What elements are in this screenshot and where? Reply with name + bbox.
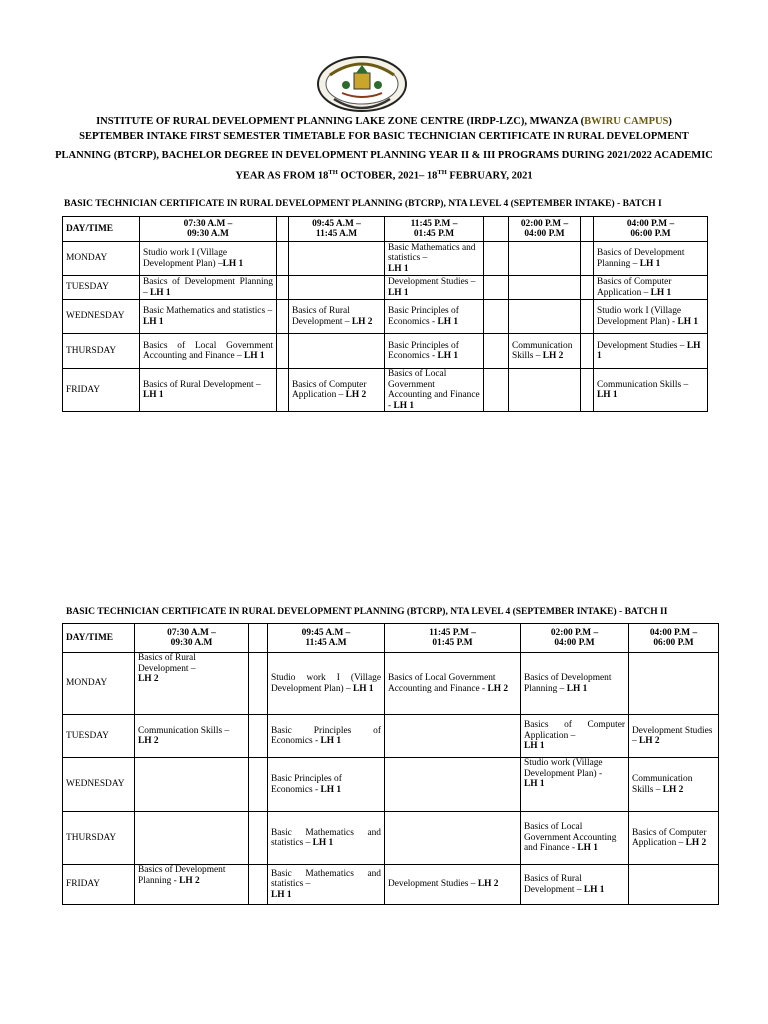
table-row-wednesday <box>63 300 708 334</box>
table-row-thursday <box>63 334 708 369</box>
class-cell: Basic Principles of Economics - LH 1 <box>385 334 484 369</box>
header-line-4: YEAR AS FROM 18TH OCTOBER, 2021– 18TH FEBRUARY, 2021 <box>235 169 533 182</box>
header-row <box>63 624 719 653</box>
class-cell: Studio work I (Village Development Plan) - LH 1 <box>594 300 708 334</box>
table-row-friday <box>63 865 719 905</box>
class-cell: Studio work I (Village Development Plan) – LH 1 <box>268 653 385 715</box>
day-label: FRIDAY <box>63 369 140 412</box>
day-label: MONDAY <box>63 653 135 715</box>
class-cell: Communication Skills – LH 1 <box>594 369 708 412</box>
header-line-1: INSTITUTE OF RURAL DEVELOPMENT PLANNING LAKE ZONE CENTRE (IRDP-LZC), MWANZA (BWIRU CAMPUS) <box>96 116 672 127</box>
day-label: WEDNESDAY <box>63 758 135 812</box>
class-cell: Basics of Computer Application – LH 1 <box>521 715 629 758</box>
day-label: FRIDAY <box>63 865 135 905</box>
class-cell: Development Studies – LH 1 <box>594 334 708 369</box>
class-cell: Development Studies – LH 2 <box>629 715 719 758</box>
batch-2-timetable <box>62 623 719 905</box>
class-cell: Studio work I (Village Development Plan) –LH 1 <box>140 242 277 276</box>
class-cell: Basic Principles of Economics - LH 1 <box>385 300 484 334</box>
time-slot-1: 07:30 A.M – 09:30 A.M <box>140 217 277 242</box>
header-row <box>63 217 708 242</box>
day-label: TUESDAY <box>63 276 140 300</box>
day-time-header: DAY/TIME <box>63 624 135 653</box>
time-slot-3: 11:45 P.M – 01:45 P.M <box>385 624 521 653</box>
class-cell: Basic Mathematics and statistics – LH 1 <box>268 865 385 905</box>
table-row-monday <box>63 242 708 276</box>
table-row-monday <box>63 653 719 715</box>
class-cell: Basics of Development Planning – LH 1 <box>594 242 708 276</box>
day-label: THURSDAY <box>63 334 140 369</box>
batch-1-timetable <box>62 216 708 412</box>
class-cell: Basics of Rural Development – LH 2 <box>289 300 385 334</box>
table-row-tuesday <box>63 276 708 300</box>
time-slot-5: 04:00 P.M – 06:00 P.M <box>594 217 708 242</box>
class-cell: Basics of Rural Development – LH 1 <box>140 369 277 412</box>
class-cell: Studio work (Village Development Plan) - LH 1 <box>521 758 629 812</box>
class-cell: Basics of Local Government Accounting and Finance - LH 1 <box>521 812 629 865</box>
day-label: TUESDAY <box>63 715 135 758</box>
class-cell: Basics of Development Planning – LH 1 <box>521 653 629 715</box>
time-slot-4: 02:00 P.M – 04:00 P.M <box>521 624 629 653</box>
spacer <box>484 217 509 242</box>
class-cell: Basics of Computer Application – LH 2 <box>629 812 719 865</box>
class-cell: Basics of Local Government Accounting and Finance - LH 2 <box>385 653 521 715</box>
batch-2-title: BASIC TECHNICIAN CERTIFICATE IN RURAL DEVELOPMENT PLANNING (BTCRP), NTA LEVEL 4 (SEPTEMBER INTAKE) - BATCH II <box>66 607 668 617</box>
batch-1-title: BASIC TECHNICIAN CERTIFICATE IN RURAL DEVELOPMENT PLANNING (BTCRP), NTA LEVEL 4 (SEPTEMBER INTAKE) - BATCH I <box>64 199 662 209</box>
class-cell: Basics of Development Planning - LH 2 <box>135 865 249 905</box>
time-slot-4: 02:00 P.M – 04:00 P.M <box>509 217 581 242</box>
campus-name: BWIRU CAMPUS <box>584 116 669 127</box>
class-cell: Basic Principles of Economics - LH 1 <box>268 715 385 758</box>
spacer <box>277 217 289 242</box>
class-cell: Basics of Local Government Accounting and Finance - LH 1 <box>385 369 484 412</box>
header-line-2: SEPTEMBER INTAKE FIRST SEMESTER TIMETABLE FOR BASIC TECHNICIAN CERTIFICATE IN RURAL DEVELOPMENT <box>79 131 689 142</box>
spacer <box>249 624 268 653</box>
day-label: THURSDAY <box>63 812 135 865</box>
class-cell: Basics of Local Government Accounting and Finance – LH 1 <box>140 334 277 369</box>
day-time-header: DAY/TIME <box>63 217 140 242</box>
time-slot-5: 04:00 P.M – 06:00 P.M <box>629 624 719 653</box>
institute-logo <box>316 55 408 113</box>
class-cell: Communication Skills – LH 2 <box>629 758 719 812</box>
class-cell: Development Studies – LH 1 <box>385 276 484 300</box>
table-row-tuesday <box>63 715 719 758</box>
class-cell: Basics of Rural Development – LH 1 <box>521 865 629 905</box>
class-cell: Basics of Computer Application – LH 2 <box>289 369 385 412</box>
table-row-friday <box>63 369 708 412</box>
day-label: MONDAY <box>63 242 140 276</box>
time-slot-3: 11:45 P.M – 01:45 P.M <box>385 217 484 242</box>
class-cell: Communication Skills – LH 2 <box>135 715 249 758</box>
class-cell: Basics of Development Planning – LH 1 <box>140 276 277 300</box>
class-cell: Basic Principles of Economics - LH 1 <box>268 758 385 812</box>
class-cell: Basic Mathematics and statistics – LH 1 <box>268 812 385 865</box>
class-cell: Basics of Computer Application – LH 1 <box>594 276 708 300</box>
class-cell: Communication Skills – LH 2 <box>509 334 581 369</box>
class-cell: Development Studies – LH 2 <box>385 865 521 905</box>
spacer <box>581 217 594 242</box>
class-cell: Basics of Rural Development – LH 2 <box>135 653 249 715</box>
time-slot-2: 09:45 A.M – 11:45 A.M <box>289 217 385 242</box>
table-row-wednesday <box>63 758 719 812</box>
class-cell: Basic Mathematics and statistics – LH 1 <box>385 242 484 276</box>
day-label: WEDNESDAY <box>63 300 140 334</box>
class-cell: Basic Mathematics and statistics – LH 1 <box>140 300 277 334</box>
time-slot-2: 09:45 A.M – 11:45 A.M <box>268 624 385 653</box>
header-line-3: PLANNING (BTCRP), BACHELOR DEGREE IN DEVELOPMENT PLANNING YEAR II & III PROGRAMS DURING 2021/2022 ACADEMIC <box>55 150 713 161</box>
time-slot-1: 07:30 A.M – 09:30 A.M <box>135 624 249 653</box>
table-row-thursday <box>63 812 719 865</box>
